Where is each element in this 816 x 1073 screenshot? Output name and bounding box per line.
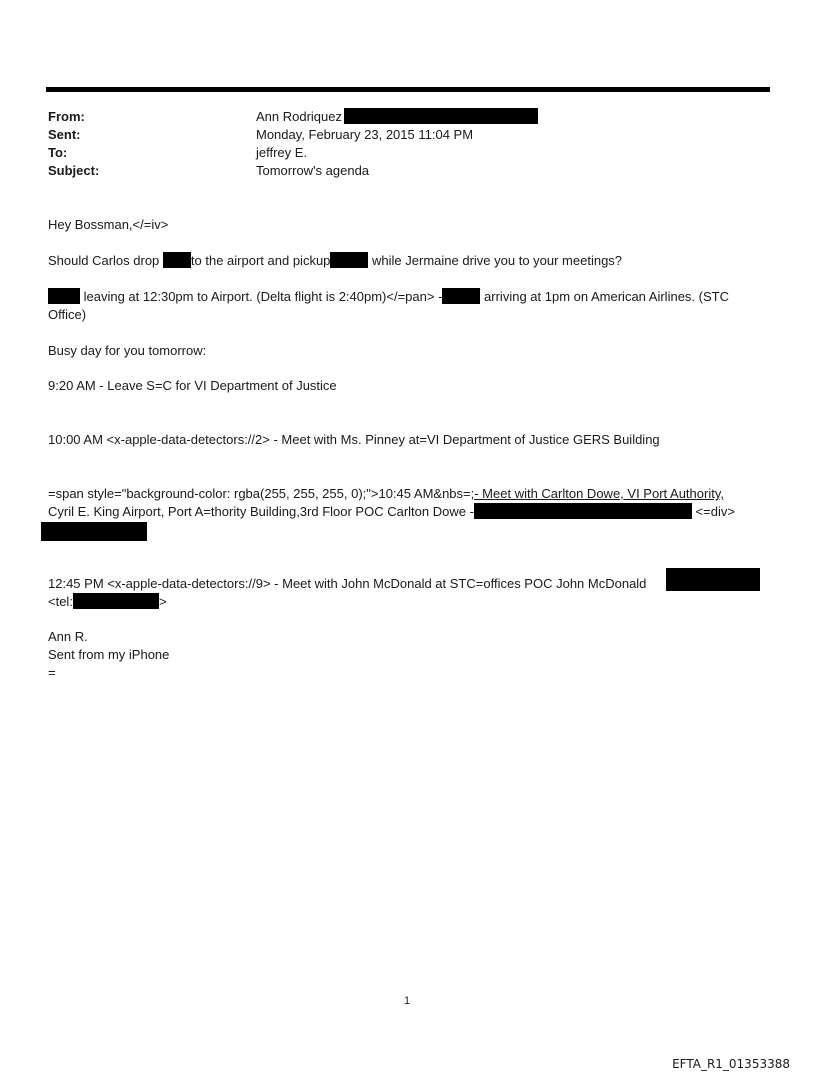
text-fragment: - Meet with Carlton Dowe, VI Port Authority, [474,486,724,501]
text-fragment: while Jermaine drive you to your meetings? [372,253,623,268]
redaction-box [474,503,692,519]
from-value [256,108,538,126]
text-fragment: <=div> [695,504,735,519]
redaction-box [330,252,368,268]
from-label: From: [48,109,85,124]
text-fragment: leaving at 12:30pm to Airport. (Delta flight is 2:40pm)</=pan> - [83,289,443,304]
document-id: EFTA_R1_01353388 [672,1057,790,1071]
agenda-item [48,485,724,503]
agenda-item-cont [48,503,735,521]
redaction-box [41,522,147,541]
text-fragment: <tel: [48,594,73,609]
header-rule [46,87,770,92]
redaction-box [48,288,80,304]
text-fragment: Should Carlos drop [48,253,160,268]
body-line-flights [48,288,729,306]
text-fragment: > [158,594,167,609]
agenda-item: 12:45 PM <x-apple-data-detectors://9> - Meet with John McDonald at STC=offices POC John McDonald [48,576,647,591]
from-name: Ann Rodriquez [256,109,342,124]
sent-label: Sent: [48,127,81,142]
agenda-item: 9:20 AM - Leave S=C for VI Department of Justice [48,378,337,393]
subject-label: Subject: [48,163,100,178]
to-value: jeffrey E. [256,145,308,160]
body-line-flights-cont: Office) [48,307,87,322]
agenda-item-cont [48,593,167,611]
signature-sent-from: Sent from my iPhone [48,647,170,662]
signature-trailer: = [48,665,56,680]
text-fragment: arriving at 1pm on American Airlines. (STC [484,289,729,304]
signature-name: Ann R. [48,629,88,644]
subject-value: Tomorrow's agenda [256,163,370,178]
redaction-box [344,108,538,124]
text-fragment: to the airport and pickup [190,253,331,268]
redaction-box [666,568,760,591]
body-line-carlos [48,252,622,270]
greeting: Hey Bossman,</=iv> [48,217,169,232]
redaction-box [163,252,191,268]
sent-value: Monday, February 23, 2015 11:04 PM [256,127,474,142]
agenda-item: 10:00 AM <x-apple-data-detectors://2> - Meet with Ms. Pinney at=VI Department of Justice GERS Building [48,432,660,447]
busy-day-line: Busy day for you tomorrow: [48,343,207,358]
text-fragment: Cyril E. King Airport, Port A=thority Building,3rd Floor POC Carlton Dowe - [48,504,474,519]
to-label: To: [48,145,68,160]
redaction-box [73,593,159,609]
page-number: 1 [404,995,411,1007]
text-fragment: =span style="background-color: rgba(255, 255, 255, 0);">10:45 AM&nbs=; [48,486,475,501]
redaction-box [442,288,480,304]
